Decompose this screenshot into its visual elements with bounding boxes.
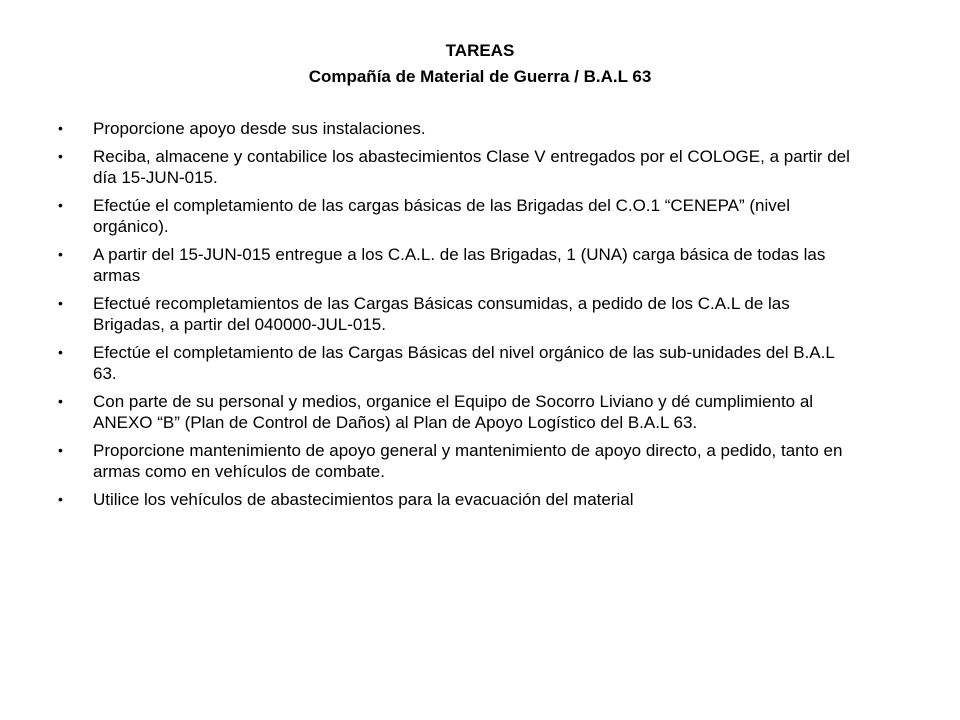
task-text: A partir del 15-JUN-015 entregue a los C.A.L. de las Brigadas, 1 (UNA) carga básica de todas las armas [93,244,826,285]
bullet-icon: • [58,196,63,213]
task-text: Proporcione apoyo desde sus instalaciones. [93,119,426,138]
task-text: Utilice los vehículos de abastecimientos para la evacuación del material [93,489,634,509]
bullet-icon: • [58,490,63,507]
task-item [57,440,857,483]
bullet-icon: • [58,343,63,360]
task-item [57,489,857,511]
task-list [57,118,857,516]
task-item [57,342,857,385]
bullet-icon: • [58,441,63,458]
bullet-icon: • [58,294,63,311]
task-item [57,146,857,189]
task-item [57,195,857,238]
task-text: Efectúe el completamiento de las cargas básicas de las Brigadas del C.O.1 “CENEPA” (nivel orgánico). [93,195,791,236]
task-text: Proporcione mantenimiento de apoyo general y mantenimiento de apoyo directo, a pedido, tanto en armas como en vehículos de combate. [93,440,843,481]
slide-title [0,38,960,90]
bullet-icon: • [58,245,63,262]
task-text: Efectúe el completamiento de las Cargas Básicas del nivel orgánico de las sub-unidades del B.A.L 63. [93,342,835,383]
task-item [57,118,857,140]
task-item [57,244,857,287]
task-item [57,293,857,336]
task-text: Efectué recompletamientos de las Cargas Básicas consumidas, a pedido de los C.A.L de las Brigadas, a partir del 040000-JUL-015. [93,293,790,334]
task-item [57,391,857,434]
task-text: Reciba, almacene y contabilice los abastecimientos Clase V entregados por el COLOGE, a partir del día 15-JUN-015. [93,146,850,187]
bullet-icon: • [58,120,63,136]
task-text: Con parte de su personal y medios, organice el Equipo de Socorro Liviano y dé cumplimiento al ANEXO “B” (Plan de Control de Daños) al Plan de Apoyo Logístico del B.A.L 63. [93,391,814,432]
title-heading: TAREAS [445,41,515,60]
bullet-icon: • [58,392,63,409]
bullet-icon: • [58,147,63,164]
title-subheading: Compañía de Material de Guerra / B.A.L 63 [308,67,652,86]
